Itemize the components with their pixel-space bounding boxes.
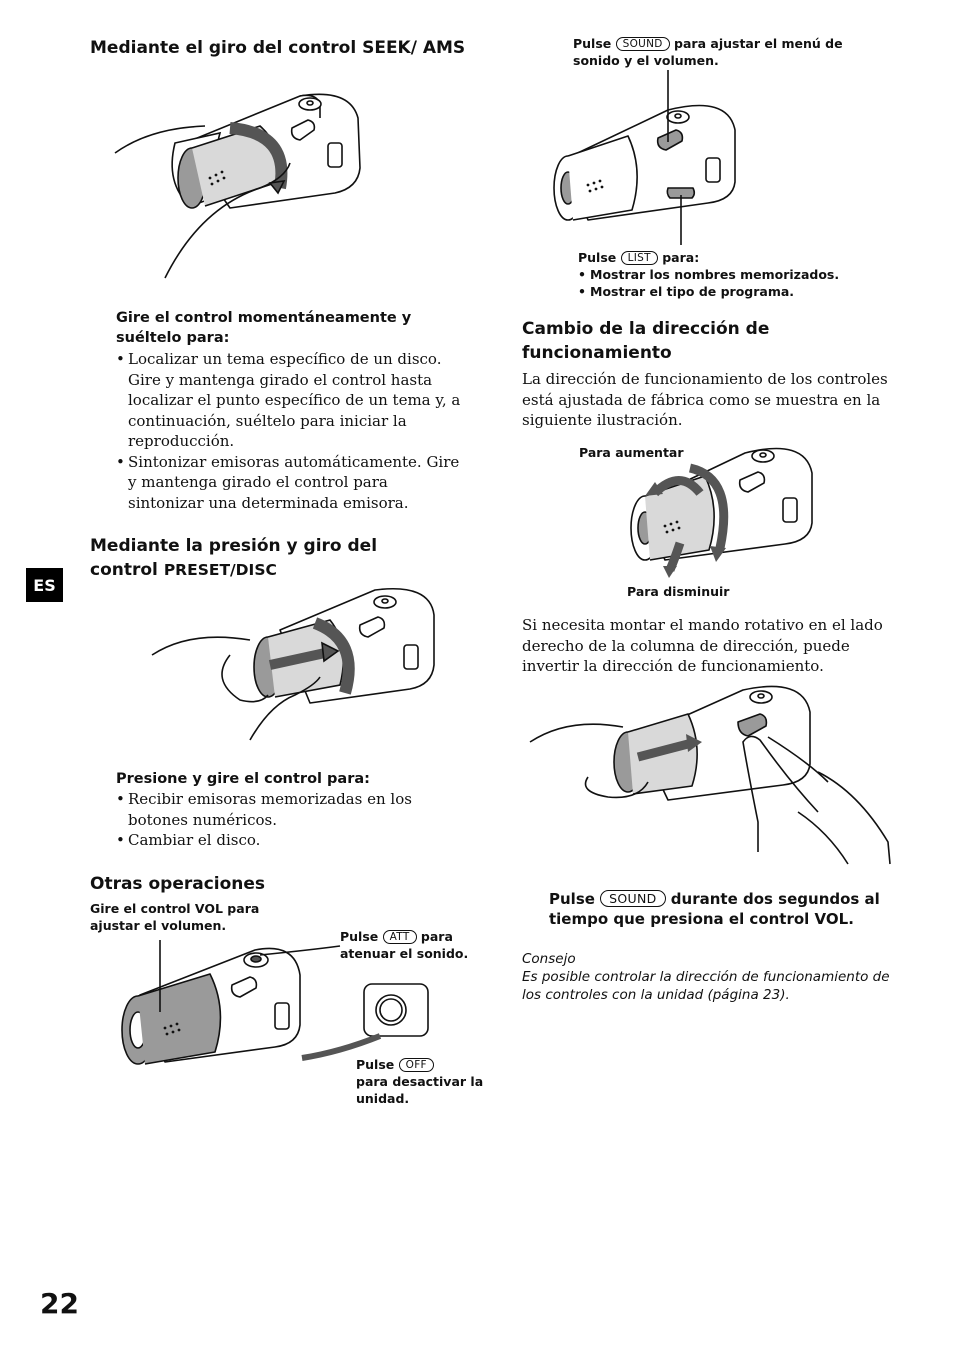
seek-heading: Mediante el giro del control SEEK/ AMS — [90, 38, 466, 58]
list-item: • Sintonizar emisoras automáticamente. Gire y mantenga girado el control para sintonizar una determinada emisora. — [116, 452, 468, 514]
sound-label-post: para ajustar el menú de sonido y el volumen. — [573, 36, 843, 68]
direction-illustration — [625, 438, 820, 578]
preset-heading-name: PRESET/DISC — [163, 561, 277, 579]
disminuir-label: Para disminuir — [627, 584, 730, 599]
preset-control-illustration — [150, 585, 440, 750]
page-number: 22 — [40, 1287, 79, 1320]
cambio-invert-text: Si necesita montar el mando rotativo en el lado derecho de la columna de dirección, puede invertir la dirección de funcionamiento. — [522, 616, 883, 675]
sound-label — [573, 35, 863, 69]
preset-instruction: Presione y gire el control para: — [116, 771, 370, 787]
list-item: • Localizar un tema específico de un disco. Gire y mantenga girado el control hasta localizar el punto específico de un tema y, a continuación, suéltelo para iniciar la reproducción. — [116, 349, 468, 452]
otras-heading: Otras operaciones — [90, 874, 266, 894]
cambio-intro: La dirección de funcionamiento de los controles está ajustada de fábrica como se muestra en la siguiente ilustración. — [522, 370, 888, 429]
list-label-pre: Pulse — [578, 250, 617, 265]
list-key: LIST — [621, 251, 658, 265]
off-label-pre: Pulse — [356, 1057, 395, 1072]
list-label-post: para: — [662, 250, 700, 265]
seek-instruction: Gire el control momentáneamente y suéltelo para: — [116, 310, 412, 346]
tip-text: Es posible controlar la dirección de funcionamiento de los controles con la unidad (página 23). — [522, 969, 890, 1003]
invert-illustration — [528, 682, 893, 864]
vol-label: Gire el control VOL para ajustar el volumen. — [90, 901, 260, 933]
list-item: • Recibir emisoras memorizadas en los botones numéricos. — [116, 789, 468, 830]
tip-title: Consejo — [522, 951, 576, 967]
att-label-pre: Pulse — [340, 929, 379, 944]
sound-key-2: SOUND — [600, 890, 665, 907]
press-instruction-pre: Pulse — [549, 890, 595, 908]
preset-heading-line1: Mediante la presión y giro del — [90, 536, 378, 556]
off-label-post: para desactivar la unidad. — [356, 1074, 484, 1106]
preset-heading-control: control — [90, 560, 158, 580]
preset-heading — [90, 534, 490, 582]
off-label — [356, 1056, 486, 1107]
sound-list-illustration — [548, 70, 743, 245]
list-bullets — [578, 266, 878, 300]
language-tab: ES — [26, 568, 63, 602]
seek-bullets — [116, 349, 468, 513]
off-key: OFF — [399, 1058, 434, 1072]
sound-key: SOUND — [616, 37, 670, 51]
list-item: • Mostrar el tipo de programa. — [578, 283, 878, 300]
seek-control-illustration — [110, 88, 370, 288]
att-key: ATT — [383, 930, 417, 944]
cambio-heading: Cambio de la dirección de funcionamiento — [522, 319, 770, 363]
press-instruction-post: durante dos segundos al tiempo que presiona el control VOL. — [549, 890, 880, 928]
aumentar-label: Para aumentar — [579, 445, 684, 460]
list-item: • Cambiar el disco. — [116, 830, 468, 851]
sound-label-pre: Pulse — [573, 36, 612, 51]
preset-bullets — [116, 789, 468, 851]
press-instruction — [549, 889, 899, 929]
list-item: • Mostrar los nombres memorizados. — [578, 266, 878, 283]
list-label — [578, 249, 878, 300]
vol-control-illustration — [110, 940, 440, 1070]
att-label-post: para atenuar el sonido. — [340, 929, 469, 961]
